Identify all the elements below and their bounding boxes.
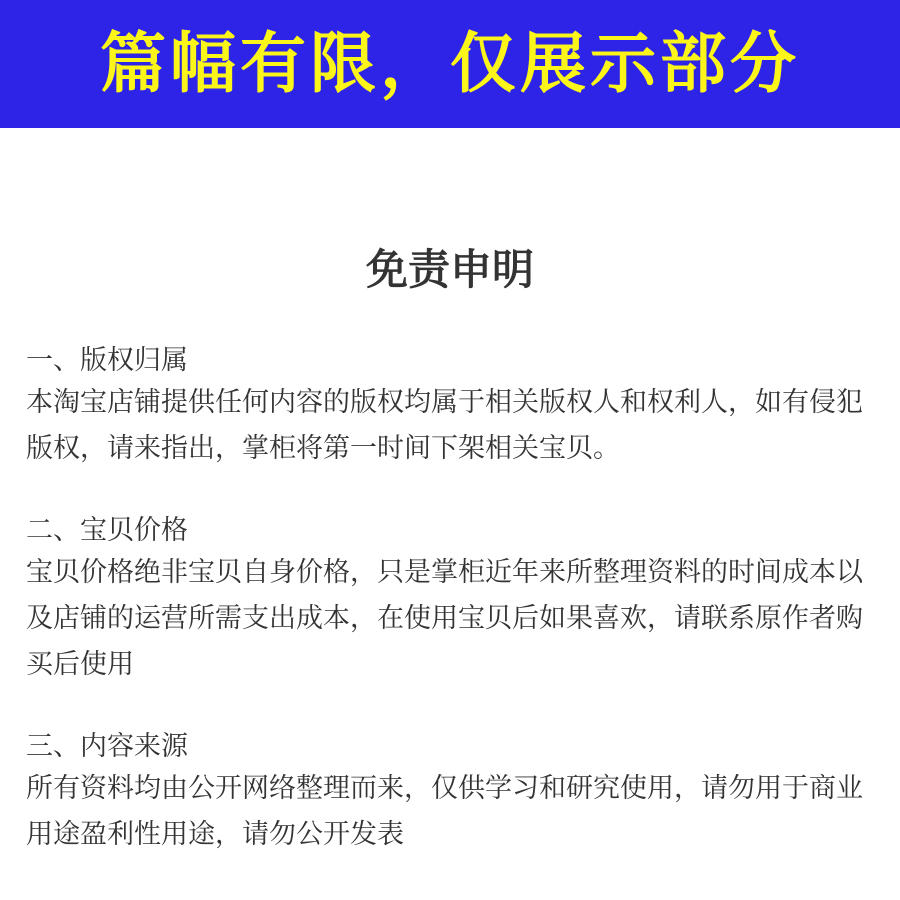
section-body: 宝贝价格绝非宝贝自身价格，只是掌柜近年来所整理资料的时间成本以及店铺的运营所需支出成本，在使用宝贝后如果喜欢，请联系原作者购买后使用 bbox=[26, 557, 863, 680]
section-heading: 二、宝贝价格 bbox=[26, 515, 188, 546]
section-copyright bbox=[26, 342, 874, 472]
banner-text: 篇幅有限，仅展示部分 bbox=[100, 25, 800, 102]
section-source bbox=[26, 728, 874, 858]
section-body: 所有资料均由公开网络整理而来，仅供学习和研究使用，请勿用于商业用途盈利性用途，请勿公开发表 bbox=[26, 773, 863, 850]
top-banner bbox=[0, 0, 900, 128]
section-heading: 一、版权归属 bbox=[26, 345, 188, 376]
section-body: 本淘宝店铺提供任何内容的版权均属于相关版权人和权利人，如有侵犯版权，请来指出，掌柜将第一时间下架相关宝贝。 bbox=[26, 387, 863, 464]
section-price bbox=[26, 512, 874, 688]
disclaimer-document bbox=[26, 240, 874, 898]
section-heading: 三、内容来源 bbox=[26, 731, 188, 762]
document-title: 免责申明 bbox=[365, 245, 534, 294]
